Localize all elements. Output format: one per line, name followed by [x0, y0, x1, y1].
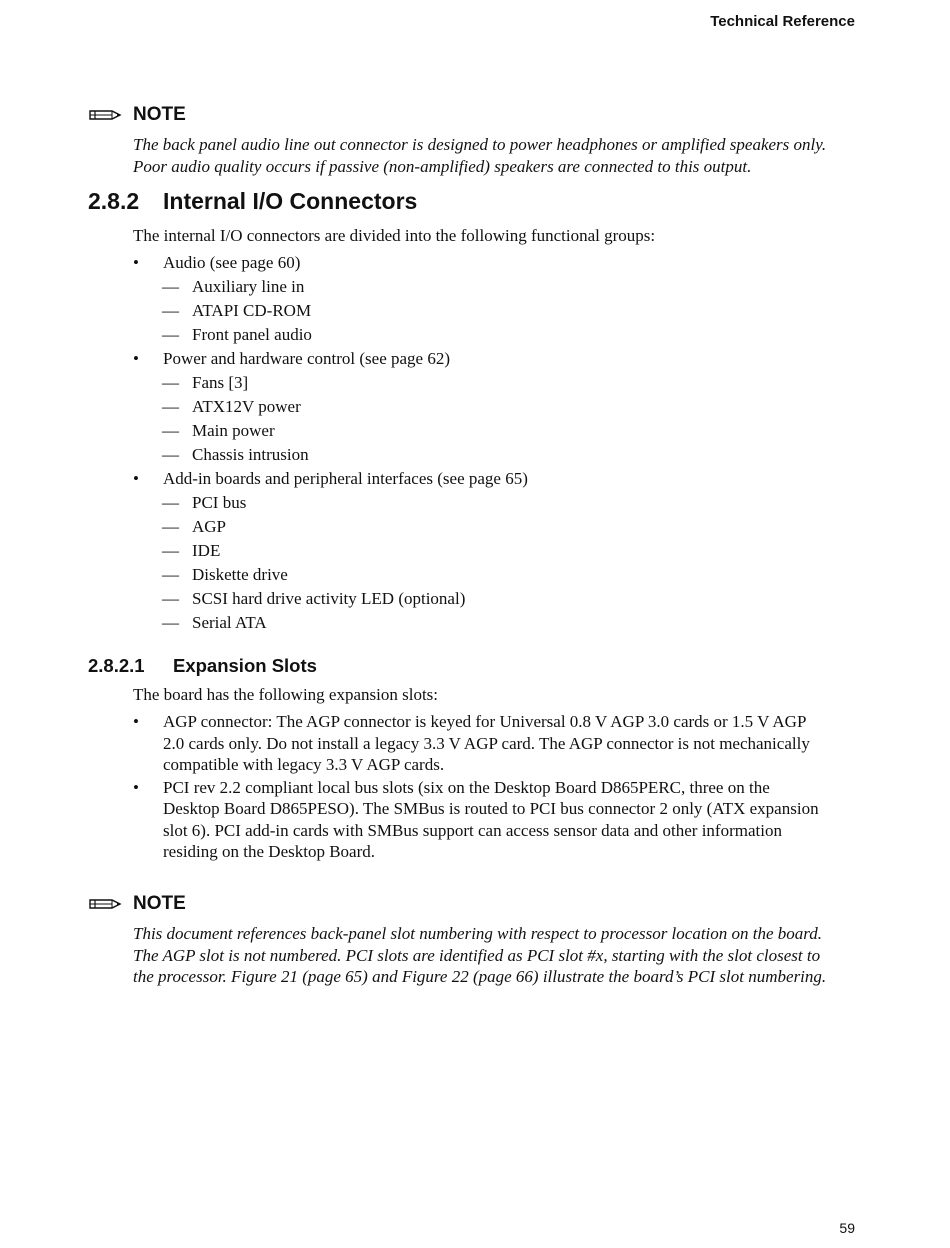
list-item: [133, 777, 823, 863]
sub-item-label: ATAPI CD-ROM: [192, 301, 312, 320]
list-item: [133, 323, 833, 347]
list-item: [133, 251, 833, 275]
note-label: NOTE: [133, 104, 186, 125]
bullet-icon: •: [133, 777, 139, 797]
list-item: [133, 371, 833, 395]
sub-item-label: Main power: [192, 421, 275, 440]
list-item: [133, 467, 833, 491]
connector-groups-list: [133, 251, 833, 635]
sub-item-label: Front panel audio: [192, 325, 312, 344]
subsection-number: 2.8.2.1: [88, 655, 145, 676]
sub-item-label: Fans [3]: [192, 373, 249, 392]
group-label-addin: Add-in boards and peripheral interfaces (see page 65): [163, 469, 528, 488]
dash-icon: —: [162, 397, 179, 416]
section-heading: [88, 188, 417, 215]
list-item: [133, 347, 833, 371]
sub-item-label: ATX12V power: [192, 397, 301, 416]
sub-item-label: Chassis intrusion: [192, 445, 309, 464]
note-block-slot-numbering: [88, 892, 848, 988]
list-item: [133, 299, 833, 323]
list-item: [133, 275, 833, 299]
pencil-icon: [88, 107, 122, 123]
dash-icon: —: [162, 541, 179, 560]
expansion-slots-list: [133, 711, 823, 864]
section-number: 2.8.2: [88, 188, 140, 214]
dash-icon: —: [162, 277, 179, 296]
list-item: [133, 563, 833, 587]
dash-icon: —: [162, 589, 179, 608]
group-label-power: Power and hardware control (see page 62): [163, 349, 450, 368]
list-item: [133, 515, 833, 539]
note-heading: [88, 103, 848, 127]
dash-icon: —: [162, 493, 179, 512]
list-item: [133, 539, 833, 563]
sub-item-label: IDE: [192, 541, 221, 560]
dash-icon: —: [162, 517, 179, 536]
dash-icon: —: [162, 613, 179, 632]
dash-icon: —: [162, 445, 179, 464]
sub-item-label: SCSI hard drive activity LED (optional): [192, 589, 466, 608]
sub-item-label: PCI bus: [192, 493, 247, 512]
list-item: [133, 711, 823, 776]
note-block-audio: [88, 103, 848, 177]
note-text: The back panel audio line out connector is designed to power headphones or amplified speakers only. Poor audio quality occurs if passive (non-amplified) speakers are connected to this output.: [133, 135, 827, 176]
page-number: 59: [839, 1220, 855, 1236]
section-title: Internal I/O Connectors: [163, 188, 418, 214]
bullet-icon: •: [133, 469, 139, 488]
section-intro: The internal I/O connectors are divided into the following functional groups:: [133, 226, 656, 245]
list-item: [133, 443, 833, 467]
sub-item-label: Serial ATA: [192, 613, 267, 632]
bullet-icon: •: [133, 253, 139, 272]
subsection-heading: [88, 655, 317, 677]
list-item: [133, 587, 833, 611]
subsection-title: Expansion Slots: [173, 655, 317, 676]
sub-item-label: AGP: [192, 517, 227, 536]
group-label-audio: Audio (see page 60): [163, 253, 301, 272]
slot-text-pci: PCI rev 2.2 compliant local bus slots (six on the Desktop Board D865PERC, three on the Desktop Board D865PESO). The SMBus is routed to PCI bus connector 2 only (ATX expansion slot 6). PCI add-in cards with SMBus support can access sensor data and other information residing on the Desktop Board.: [163, 777, 819, 861]
list-item: [133, 419, 833, 443]
bullet-icon: •: [133, 712, 139, 731]
note-heading: [88, 892, 848, 916]
list-item: [133, 491, 833, 515]
note-text: This document references back-panel slot numbering with respect to processor location on the board. The AGP slot is not numbered. PCI slots are identified as PCI slot #x, starting with the slot closest to the processor. Figure 21 (page 65) and Figure 22 (page 66) illustrate the board’s PCI slot numbering.: [133, 924, 827, 986]
pencil-icon: [88, 896, 122, 912]
running-header: Technical Reference: [710, 13, 855, 30]
list-item: [133, 395, 833, 419]
dash-icon: —: [162, 373, 179, 392]
slot-text-agp: AGP connector: The AGP connector is keyed for Universal 0.8 V AGP 3.0 cards or 1.5 V AGP 2.0 cards only. Do not install a legacy 3.3 V AGP card. The AGP connector is not mechanically compatible with legacy 3.3 V AGP cards.: [163, 712, 810, 774]
dash-icon: —: [162, 421, 179, 440]
sub-item-label: Diskette drive: [192, 565, 288, 584]
list-item: [133, 611, 833, 635]
note-label: NOTE: [133, 893, 186, 914]
bullet-icon: •: [133, 349, 139, 368]
dash-icon: —: [162, 325, 179, 344]
sub-item-label: Auxiliary line in: [192, 277, 305, 296]
subsection-intro: The board has the following expansion slots:: [133, 685, 439, 704]
dash-icon: —: [162, 565, 179, 584]
dash-icon: —: [162, 301, 179, 320]
